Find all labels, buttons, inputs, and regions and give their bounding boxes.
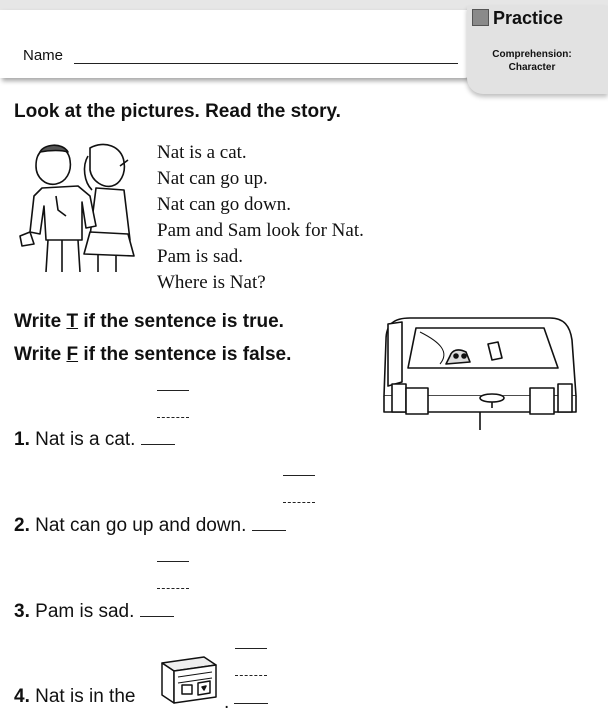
question-2: 2. Nat can go up and down. [14,515,286,537]
practice-swatch-icon [472,9,489,26]
instruction-true: Write T if the sentence is true. [14,311,284,332]
story-line: Where is Nat? [157,272,266,293]
story-line: Nat can go down. [157,194,292,215]
answer-line-2[interactable] [252,530,286,531]
story-text [157,140,364,296]
answer-guide-solid [283,475,315,476]
question-4: 4. Nat is in the [14,686,136,707]
page-heading: Look at the pictures. Read the story. [14,101,341,122]
practice-subtitle: Comprehension: Character [492,49,572,73]
box-illustration-icon [158,653,220,705]
header-card [0,10,474,78]
answer-guide-dashed [235,675,267,676]
question-1: 1. Nat is a cat. [14,429,175,451]
question-3: 3. Pam is sad. [14,601,174,623]
story-line: Nat is a cat. [157,142,247,163]
story-line: Pam is sad. [157,246,244,267]
story-line: Pam and Sam look for Nat. [157,220,364,241]
practice-title: Practice [493,8,564,28]
answer-guide-solid [235,648,267,649]
car-illustration-icon [380,312,580,430]
answer-guide-dashed [157,588,189,589]
answer-line-1[interactable] [141,444,175,445]
name-label: Name [23,47,64,64]
answer-guide-solid [157,561,189,562]
answer-guide-solid [157,390,189,391]
question-4-period: . [224,692,230,713]
answer-line-4[interactable] [234,703,268,704]
children-illustration-icon [12,136,152,276]
name-line[interactable] [74,63,458,64]
answer-guide-dashed [157,417,189,418]
instruction-false: Write F if the sentence is false. [14,344,292,365]
answer-line-3[interactable] [140,616,174,617]
answer-guide-dashed [283,502,315,503]
story-line: Nat can go up. [157,168,268,189]
